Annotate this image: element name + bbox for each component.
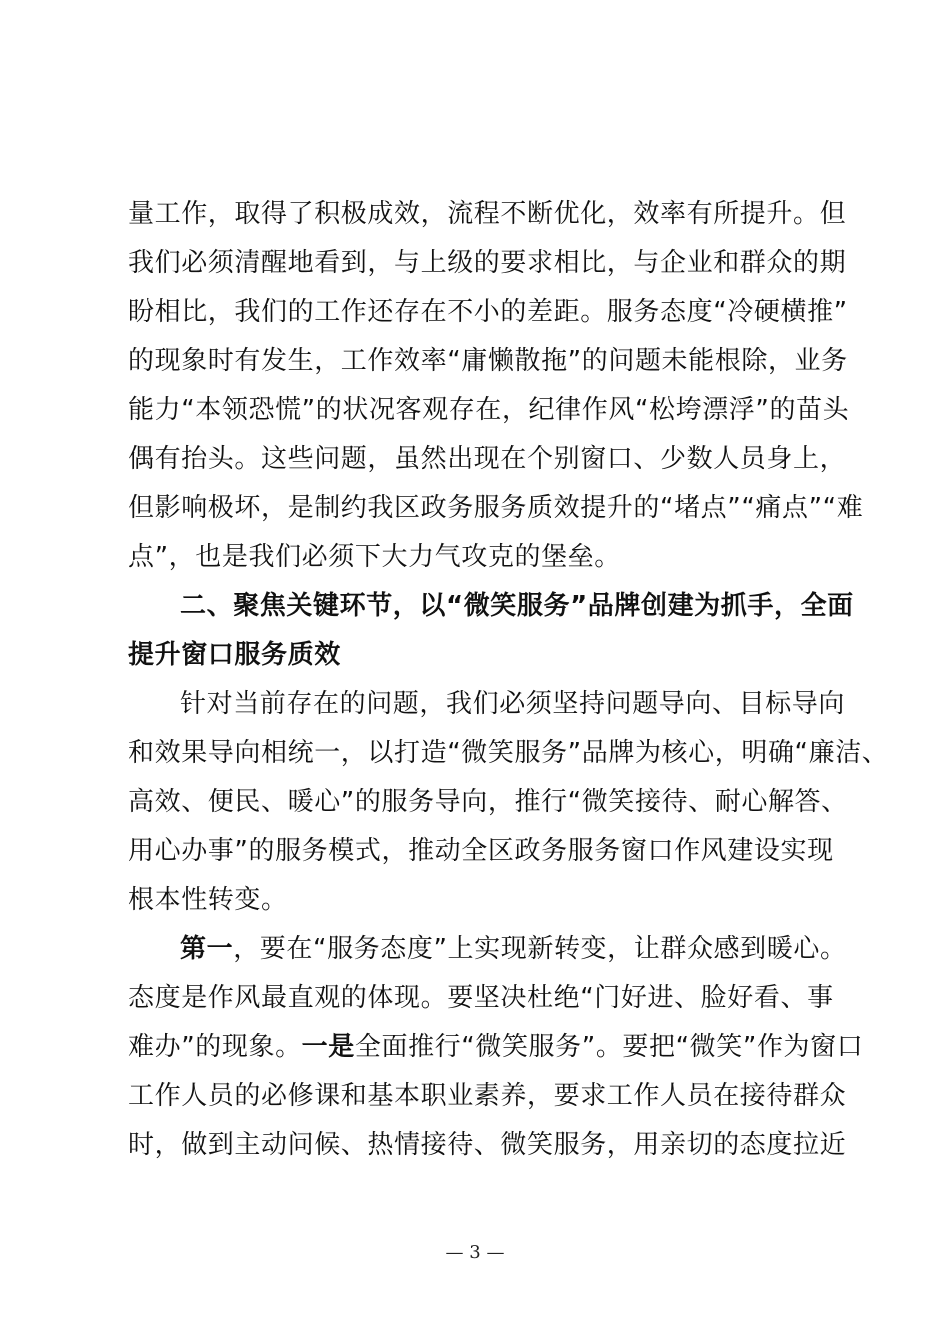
text-run: 全面推行“微笑服务”。要把“微笑”作为窗口: [354, 1032, 864, 1062]
emphasis-first: 第一: [180, 934, 234, 964]
text-line: 和效果导向相统一，以打造“微笑服务”品牌为核心，明确“廉洁、: [128, 738, 889, 768]
section-heading: 二、聚焦关键环节，以“微笑服务”品牌创建为抓手，全面: [180, 591, 854, 621]
text-line: 点”，也是我们必须下大力气攻克的堡垒。: [128, 542, 621, 572]
text-line: 能力“本领恐慌”的状况客观存在，纪律作风“松垮漂浮”的苗头: [128, 395, 850, 425]
text-line: 但影响极坏，是制约我区政务服务质效提升的“堵点”“痛点”“难: [128, 493, 864, 523]
text-line: 时，做到主动问候、热情接待、微笑服务，用亲切的态度拉近: [128, 1130, 847, 1160]
text-line: 态度是作风最直观的体现。要坚决杜绝“门好进、脸好看、事: [128, 983, 834, 1013]
text-line: 盼相比，我们的工作还存在不小的差距。服务态度“冷硬横推”: [128, 297, 848, 327]
section-heading: 提升窗口服务质效: [128, 640, 341, 670]
text-line: 根本性转变。: [128, 885, 288, 915]
body-text: [128, 190, 889, 1170]
text-line: [128, 925, 847, 974]
text-line: 偶有抬头。这些问题，虽然出现在个别窗口、少数人员身上，: [128, 444, 847, 474]
text-line: 针对当前存在的问题，我们必须坚持问题导向、目标导向: [180, 689, 846, 719]
text-line: 工作人员的必修课和基本职业素养，要求工作人员在接待群众: [128, 1081, 847, 1111]
text-line: 用心办事”的服务模式，推动全区政务服务窗口作风建设实现: [128, 836, 834, 866]
emphasis-yishi: 一是: [301, 1032, 355, 1062]
text-run: 难办”的现象。: [128, 1032, 302, 1062]
text-line: 的现象时有发生，工作效率“庸懒散拖”的问题未能根除，业务: [128, 346, 848, 376]
text-line: 量工作，取得了积极成效，流程不断优化，效率有所提升。但: [128, 199, 847, 229]
text-line: 我们必须清醒地看到，与上级的要求相比，与企业和群众的期: [128, 248, 847, 278]
text-line: [128, 1023, 864, 1072]
page-number: — 3 —: [445, 1242, 505, 1263]
text-run: ，要在“服务态度”上实现新转变，让群众感到暖心。: [233, 934, 847, 964]
text-line: 高效、便民、暖心”的服务导向，推行“微笑接待、耐心解答、: [128, 787, 848, 817]
